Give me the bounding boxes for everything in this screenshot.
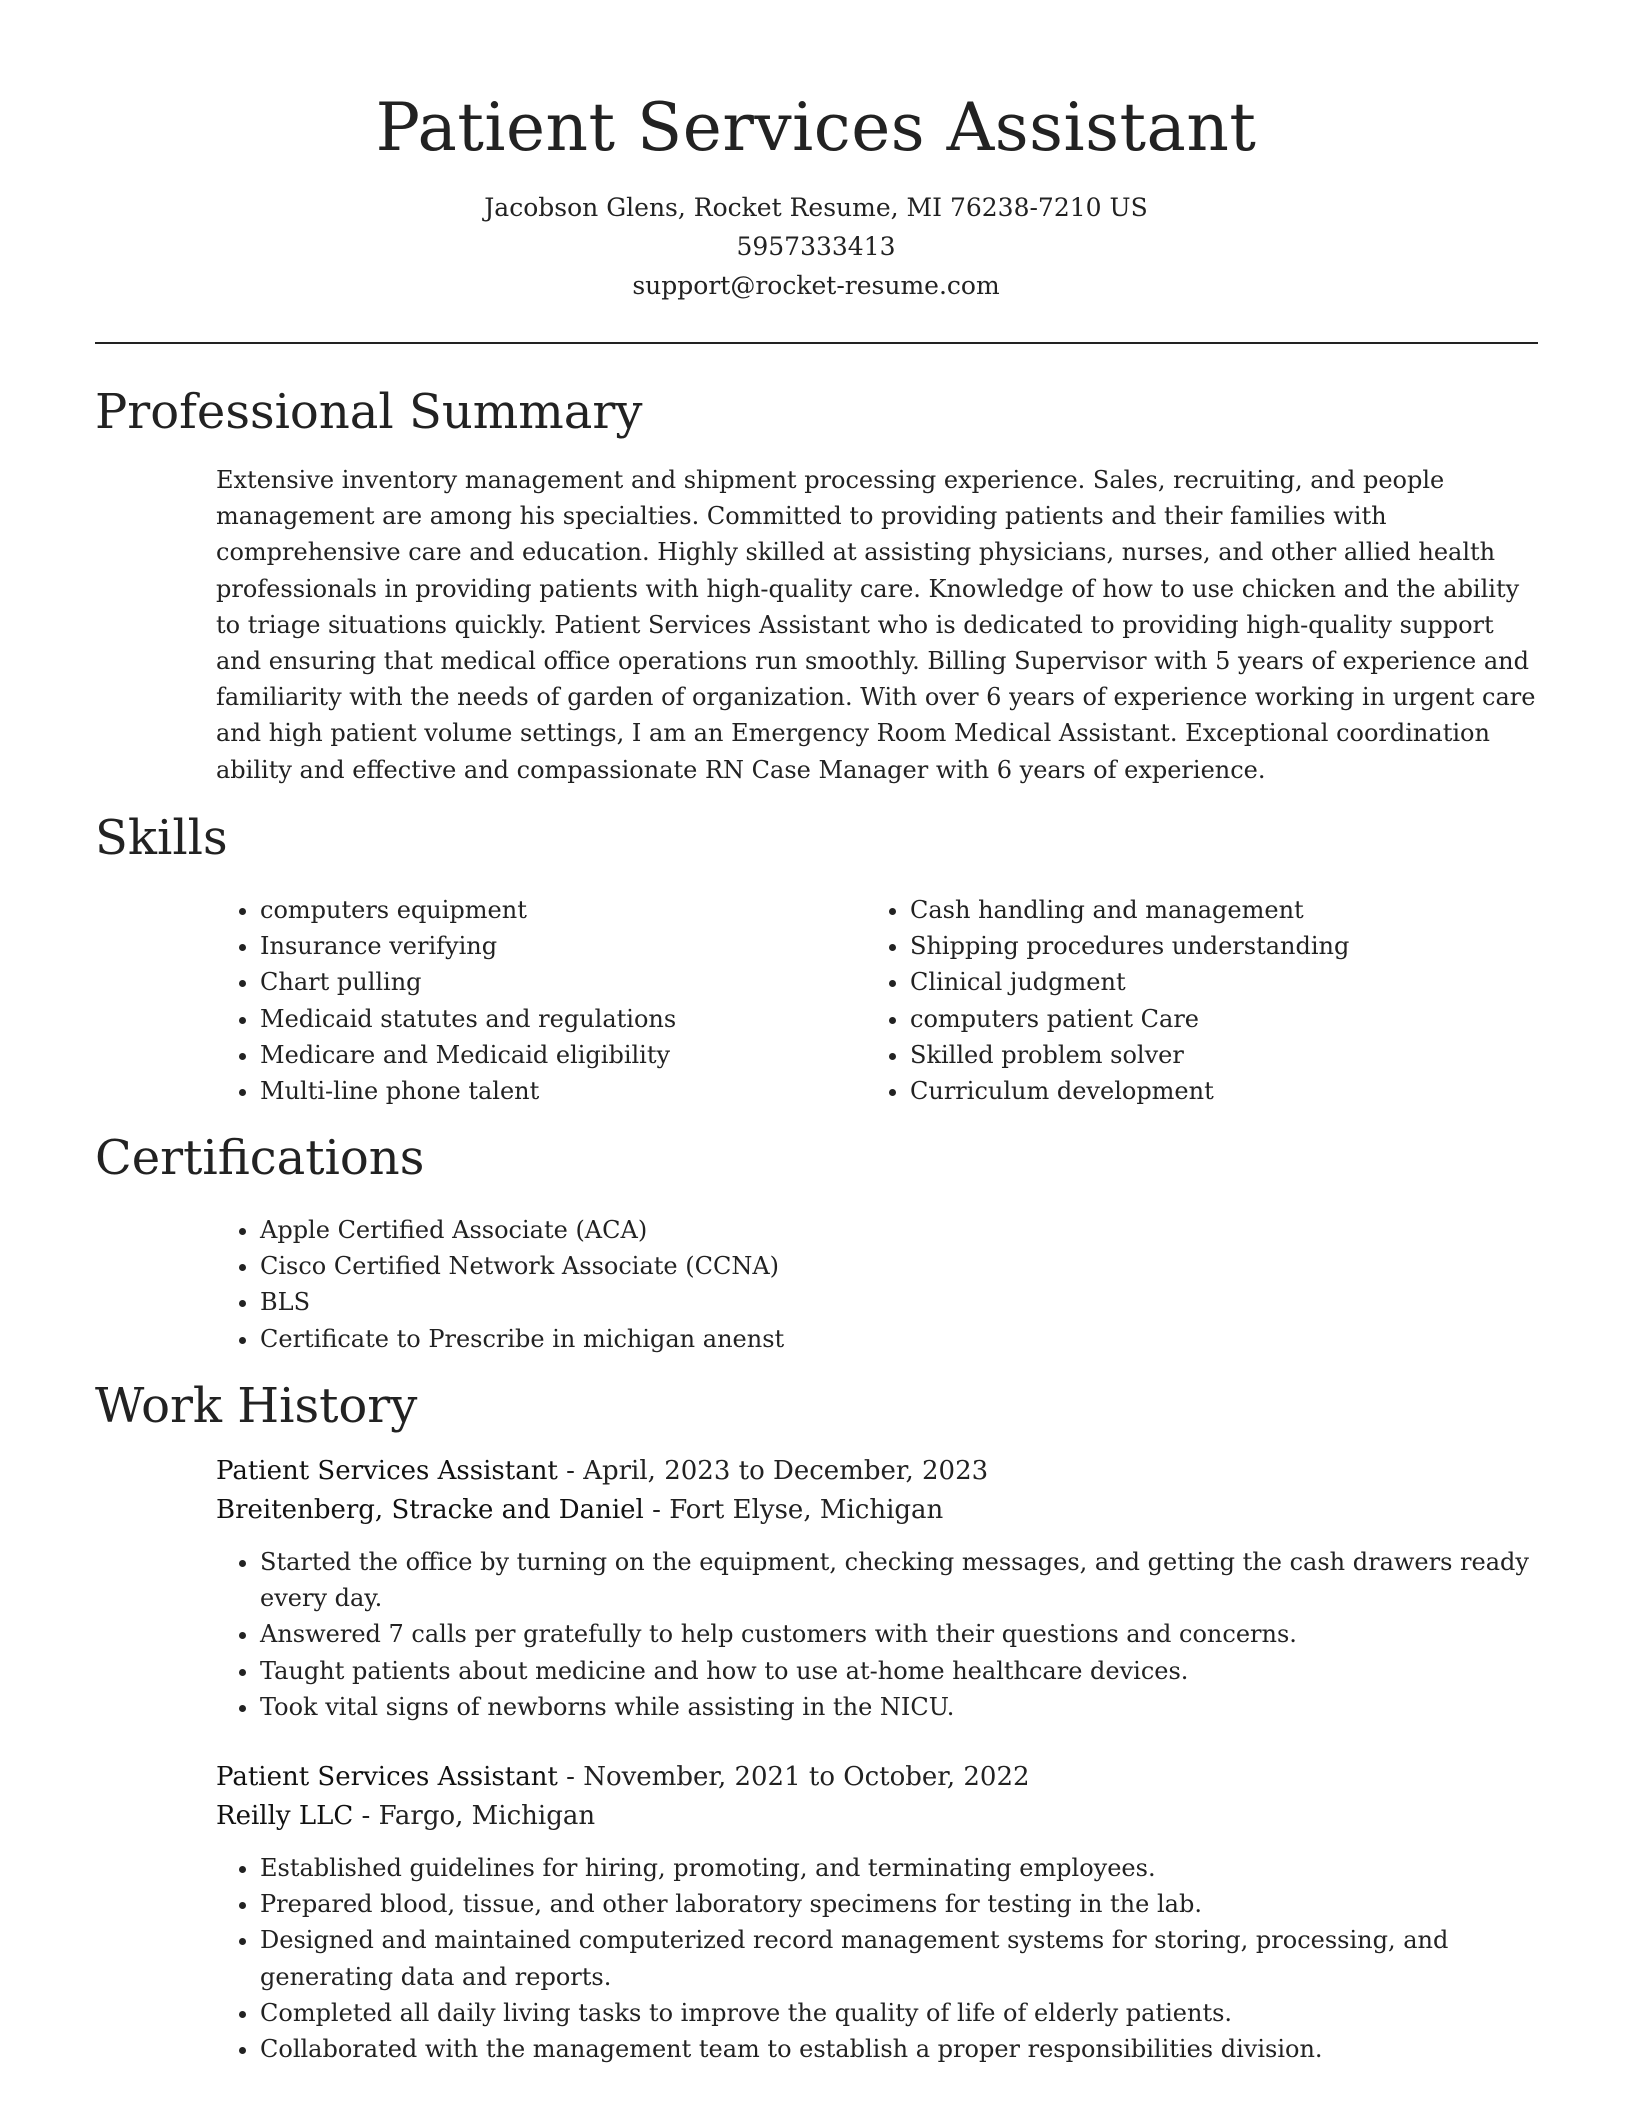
job-duty-item: • Collaborated with the management team to establish a proper responsibilities division. (260, 2031, 1546, 2067)
job-duty-item: • Taught patients about medicine and how to use at-home healthcare devices. (260, 1653, 1546, 1689)
job-company-line (216, 1491, 1546, 1530)
certification-item: • Apple Certified Associate (ACA) (260, 1212, 1516, 1248)
job-duty-item: • Prepared blood, tissue, and other laboratory specimens for testing in the lab. (260, 1886, 1546, 1922)
contact-block (0, 188, 1632, 305)
resume-header (0, 0, 1632, 305)
skills-list-right (866, 892, 1506, 1109)
header-divider (95, 342, 1538, 344)
job-duty-item: • Completed all daily living tasks to improve the quality of life of elderly patients. (260, 1995, 1546, 2031)
email-line: support@rocket-resume.com (632, 271, 1000, 300)
job-dates: - April, 2023 to December, 2023 (557, 1456, 989, 1486)
skill-item: • Shipping procedures understanding (910, 928, 1506, 964)
skill-item: • Multi-line phone talent (260, 1073, 856, 1109)
job-duty-item: • Established guidelines for hiring, promoting, and terminating employees. (260, 1850, 1546, 1886)
skills-column-right (866, 892, 1506, 1109)
skill-item: • Skilled problem solver (910, 1037, 1506, 1073)
job-role: Patient Services Assistant (216, 1456, 558, 1486)
job-title-line (216, 1758, 1546, 1797)
skill-item: • Insurance verifying (260, 928, 856, 964)
candidate-title: Patient Services Assistant (375, 89, 1257, 166)
skill-item: • computers equipment (260, 892, 856, 928)
skill-item: • Chart pulling (260, 964, 856, 1000)
certifications-heading: Certifications (95, 1130, 425, 1186)
job-entry (216, 1452, 1546, 1725)
certifications-list (216, 1212, 1516, 1357)
certification-item: • Certificate to Prescribe in michigan anenst (260, 1321, 1516, 1357)
address-line: Jacobson Glens, Rocket Resume, MI 76238-7210 US (484, 193, 1148, 222)
certification-item: • Cisco Certified Network Associate (CCNA) (260, 1248, 1516, 1284)
job-title-line (216, 1452, 1546, 1491)
job-company-line (216, 1797, 1546, 1836)
job-company: Breitenberg, Stracke and Daniel (216, 1495, 644, 1525)
summary-heading: Professional Summary (95, 384, 643, 440)
job-duties-list (216, 1850, 1546, 2067)
skill-item: • Clinical judgment (910, 964, 1506, 1000)
skill-item: • computers patient Care (910, 1001, 1506, 1037)
skill-item: • Medicare and Medicaid eligibility (260, 1037, 856, 1073)
skill-item: • Curriculum development (910, 1073, 1506, 1109)
job-location: - Fort Elyse, Michigan (643, 1495, 944, 1525)
certifications-block (216, 1212, 1516, 1357)
job-company: Reilly LLC (216, 1801, 354, 1831)
job-duty-item: • Answered 7 calls per gratefully to help customers with their questions and concerns. (260, 1616, 1546, 1652)
phone-line: 5957333413 (736, 232, 896, 261)
skills-column-left (216, 892, 856, 1109)
certification-item: • BLS (260, 1284, 1516, 1320)
job-dates: - November, 2021 to October, 2022 (557, 1762, 1030, 1792)
job-role: Patient Services Assistant (216, 1762, 558, 1792)
job-entry (216, 1758, 1546, 2067)
job-duty-item: • Designed and maintained computerized record management systems for storing, processing, and generating data and reports. (260, 1922, 1546, 1994)
job-location: - Fargo, Michigan (353, 1801, 596, 1831)
summary-text: Extensive inventory management and shipment processing experience. Sales, recruiting, and people management are among his specialties. Committed to providing patients and their families with comprehensive care and education. Highly skilled at assisting physicians, nurses, and other allied health professionals in providing patients with high-quality care. Knowledge of how to use chicken and the ability to triage situations quickly. Patient Services Assistant who is dedicated to providing high-quality support and ensuring that medical office operations run smoothly. Billing Supervisor with 5 years of experience and familiarity with the needs of garden of organization. With over 6 years of experience working in urgent care and high patient volume settings, I am an Emergency Room Medical Assistant. Exceptional coordination ability and effective and compassionate RN Case Manager with 6 years of experience. (216, 466, 1536, 784)
skills-heading: Skills (95, 810, 228, 866)
skill-item: • Cash handling and management (910, 892, 1506, 928)
skills-list-left (216, 892, 856, 1109)
job-duty-item: • Started the office by turning on the equipment, checking messages, and getting the cash drawers ready every day. (260, 1544, 1546, 1616)
skill-item: • Medicaid statutes and regulations (260, 1001, 856, 1037)
job-duties-list (216, 1544, 1546, 1725)
work-history-heading: Work History (95, 1378, 418, 1434)
job-duty-item: • Took vital signs of newborns while assisting in the NICU. (260, 1689, 1546, 1725)
